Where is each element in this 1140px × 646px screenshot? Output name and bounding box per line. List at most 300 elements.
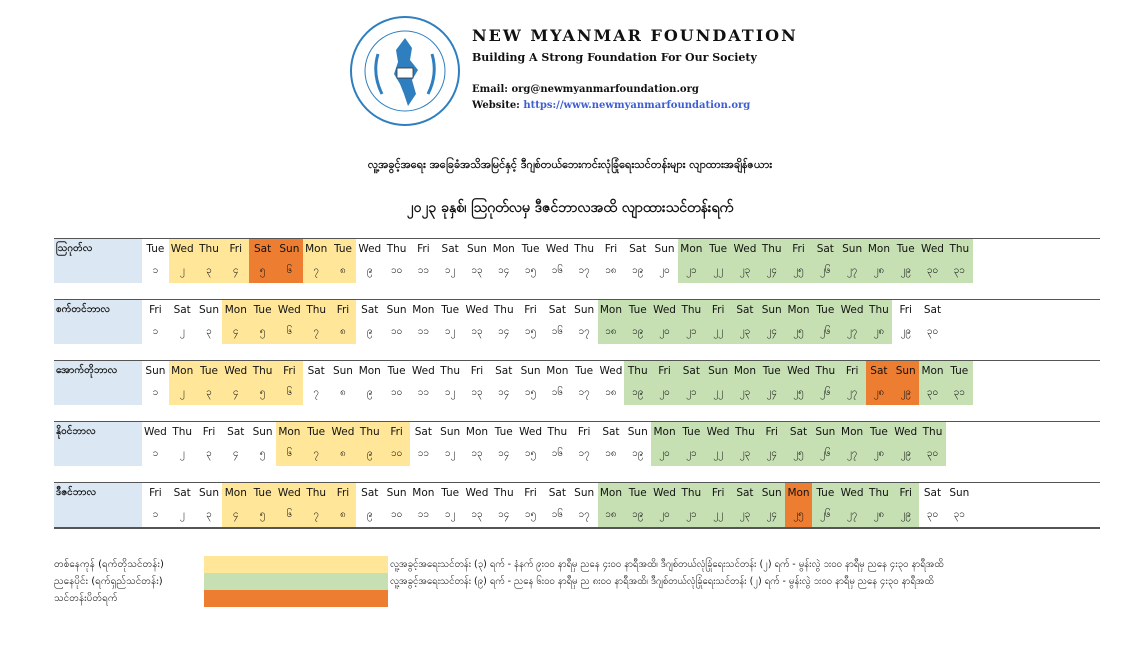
day-number: ၇ — [313, 326, 319, 337]
day-cell — [624, 361, 651, 405]
day-cell — [169, 422, 196, 466]
day-cell — [624, 483, 651, 527]
day-cell — [866, 483, 893, 527]
day-cell — [544, 361, 571, 405]
month-name: ဩဂုတ်လ — [54, 239, 142, 283]
day-number: ၁၈ — [605, 265, 617, 276]
day-cell — [919, 422, 946, 466]
day-number: ၈ — [340, 326, 346, 337]
schedule-title: လူ့အခွင့်အရေး အခြေခံအသိအမြင်နှင့် ဒီဂျစ်တယ်ဘေးကင်းလုံခြုံရေးသင်တန်းများ လျာထားအချိန်ဇယား — [367, 158, 773, 171]
weekday-label: Sun — [574, 487, 595, 499]
day-number: ၂၈ — [873, 326, 885, 337]
legend-label: သင်တန်းပိတ်ရက် — [54, 593, 118, 604]
day-cell — [383, 300, 410, 344]
day-number: ၂ — [179, 326, 185, 337]
day-cell — [892, 483, 919, 527]
day-cell — [276, 361, 303, 405]
day-number: ၇ — [313, 509, 319, 520]
weekday-label: Tue — [816, 487, 835, 499]
day-number: ၂၂ — [713, 265, 724, 276]
day-number: ၂၆ — [820, 509, 831, 520]
day-number: ၅ — [259, 326, 266, 337]
day-number: ၁၀ — [390, 387, 403, 398]
day-cell — [946, 239, 973, 283]
day-number: ၁၆ — [551, 509, 563, 520]
day-cell — [598, 483, 625, 527]
day-cell — [892, 422, 919, 466]
day-number: ၂၅ — [793, 326, 804, 337]
weekday-label: Fri — [336, 487, 350, 499]
day-cell — [330, 239, 357, 283]
day-cell — [624, 422, 651, 466]
day-cell — [464, 300, 491, 344]
day-number: ၁၅ — [524, 326, 537, 337]
day-number: ၂ — [179, 448, 185, 459]
day-number: ၈ — [340, 387, 346, 398]
day-number: ၇ — [313, 265, 319, 276]
month-name: စက်တင်ဘာလ — [54, 300, 142, 344]
weekday-label: Thu — [547, 426, 568, 438]
day-number: ၆ — [286, 265, 293, 276]
weekday-label: Tue — [628, 487, 647, 499]
day-cell — [732, 422, 759, 466]
day-cell — [866, 361, 893, 405]
header — [348, 14, 808, 132]
weekday-label: Mon — [224, 304, 247, 316]
day-number: ၄ — [232, 387, 239, 398]
day-cell — [705, 483, 732, 527]
weekday-label: Thu — [252, 365, 273, 377]
weekday-label: Tue — [387, 365, 406, 377]
day-cell — [758, 483, 785, 527]
day-number: ၁၁ — [417, 509, 429, 520]
weekday-label: Tue — [200, 365, 218, 377]
legend-swatch — [204, 573, 388, 590]
weekday-label: Sat — [548, 304, 566, 316]
day-cell — [222, 361, 249, 405]
day-cell — [785, 239, 812, 283]
day-cell — [946, 483, 973, 527]
day-number: ၂၆ — [820, 387, 831, 398]
day-number: ၂၅ — [793, 387, 804, 398]
day-number: ၂၈ — [873, 509, 885, 520]
website-link[interactable]: https://www.newmyanmarfoundation.org — [523, 100, 751, 111]
day-cell — [169, 300, 196, 344]
day-cell — [437, 422, 464, 466]
weekday-label: Tue — [762, 365, 781, 377]
weekday-label: Mon — [787, 487, 810, 499]
day-cell — [919, 300, 946, 344]
day-cell — [142, 300, 169, 344]
weekday-label: Wed — [599, 365, 623, 377]
org-website — [472, 98, 798, 114]
day-cell — [866, 239, 893, 283]
weekday-label: Sun — [386, 487, 407, 499]
day-number: ၁၆ — [551, 265, 563, 276]
weekday-label: Wed — [653, 304, 676, 316]
day-cell — [651, 422, 678, 466]
day-cell — [785, 483, 812, 527]
day-cell — [678, 239, 705, 283]
weekday-label: Wed — [465, 304, 489, 316]
day-cell — [839, 483, 866, 527]
day-number: ၂၄ — [766, 387, 777, 398]
day-number: ၁၁ — [417, 326, 429, 337]
weekday-label: Sun — [654, 243, 675, 255]
weekday-label: Fri — [417, 243, 430, 255]
day-number: ၁၂ — [444, 326, 456, 337]
day-cell — [839, 239, 866, 283]
month-days — [142, 361, 973, 405]
day-cell — [249, 483, 276, 527]
weekday-label: Fri — [149, 487, 162, 499]
weekday-label: Thu — [306, 304, 327, 316]
day-cell — [196, 300, 223, 344]
weekday-label: Mon — [599, 487, 623, 499]
weekday-label: Fri — [202, 426, 216, 438]
weekday-label: Mon — [224, 487, 247, 499]
day-cell — [785, 361, 812, 405]
day-number: ၂၂ — [713, 326, 724, 337]
day-cell — [812, 361, 839, 405]
day-number: ၂၆ — [820, 448, 831, 459]
day-cell — [222, 239, 249, 283]
day-number: ၇ — [313, 448, 319, 459]
weekday-label: Sat — [629, 243, 647, 255]
weekday-label: Sat — [361, 487, 379, 499]
day-number: ၂ — [179, 265, 185, 276]
day-number: ၂၁ — [686, 265, 697, 276]
day-number: ၂၄ — [766, 326, 777, 337]
day-number: ၁၉ — [632, 509, 644, 520]
month-days — [142, 483, 973, 527]
day-cell — [303, 239, 330, 283]
weekday-label: Mon — [412, 487, 435, 499]
day-number: ၂၂ — [713, 387, 724, 398]
day-cell — [678, 422, 705, 466]
weekday-label: Sun — [466, 243, 487, 255]
day-number: ၂၃ — [739, 387, 751, 398]
weekday-label: Sat — [173, 304, 191, 316]
month-days — [142, 239, 973, 283]
weekday-label: Fri — [899, 304, 912, 316]
month-name: ဒီဇင်ဘာလ — [54, 483, 142, 527]
weekday-label: Thu — [922, 426, 943, 438]
day-number: ၅ — [259, 387, 266, 398]
day-number: ၉ — [366, 265, 373, 276]
day-cell — [624, 300, 651, 344]
day-cell — [598, 239, 625, 283]
day-number: ၃၁ — [953, 265, 965, 276]
month-name: အောက်တိုဘာလ — [54, 361, 142, 405]
day-number: ၈ — [340, 509, 346, 520]
weekday-label: Mon — [841, 426, 864, 438]
weekday-label: Sat — [253, 243, 272, 255]
day-cell — [758, 422, 785, 466]
day-number: ၁၈ — [605, 509, 617, 520]
day-cell — [919, 483, 946, 527]
weekday-label: Sun — [708, 365, 729, 377]
day-number: ၅ — [259, 448, 266, 459]
day-cell — [651, 239, 678, 283]
day-number: ၉ — [366, 509, 373, 520]
weekday-label: Wed — [921, 243, 944, 255]
day-cell — [249, 239, 276, 283]
weekday-label: Mon — [599, 304, 623, 316]
day-cell — [383, 361, 410, 405]
weekday-label: Sat — [173, 487, 191, 499]
weekday-label: Tue — [709, 243, 728, 255]
day-cell — [142, 239, 169, 283]
month-days — [142, 422, 946, 466]
weekday-label: Mon — [358, 365, 381, 377]
day-number: ၉ — [366, 387, 373, 398]
weekday-label: Sun — [199, 304, 219, 316]
day-number: ၃၀ — [926, 326, 939, 337]
weekday-label: Sat — [736, 304, 754, 316]
weekday-label: Sat — [923, 304, 942, 316]
day-number: ၂၄ — [766, 265, 777, 276]
weekday-label: Mon — [653, 426, 676, 438]
day-cell — [196, 361, 223, 405]
day-number: ၁၈ — [605, 448, 617, 459]
org-tagline: Building A Strong Foundation For Our Society — [472, 51, 757, 64]
day-cell — [464, 483, 491, 527]
day-number: ၁၅ — [524, 265, 537, 276]
day-cell — [705, 361, 732, 405]
legend-swatch — [204, 590, 388, 607]
weekday-label: Sat — [414, 426, 432, 438]
day-number: ၁ — [152, 387, 159, 398]
day-cell — [705, 239, 732, 283]
day-number: ၁၁ — [417, 265, 429, 276]
day-cell — [571, 239, 598, 283]
weekday-label: Thu — [359, 426, 380, 438]
weekday-label: Sun — [332, 365, 353, 377]
weekday-label: Thu — [869, 304, 889, 316]
weekday-label: Sun — [520, 365, 541, 377]
day-cell — [169, 239, 196, 283]
day-number: ၁၈ — [605, 326, 617, 337]
day-number: ၂၉ — [900, 326, 911, 337]
weekday-label: Sun — [440, 426, 461, 438]
weekday-label: Sun — [815, 426, 836, 438]
weekday-label: Sat — [923, 487, 942, 499]
weekday-label: Sun — [252, 426, 273, 438]
day-cell — [276, 422, 303, 466]
weekday-label: Sat — [227, 426, 245, 438]
day-cell — [410, 483, 437, 527]
day-number: ၂၉ — [900, 387, 911, 398]
weekday-label: Fri — [229, 243, 243, 255]
weekday-label: Fri — [390, 426, 403, 438]
day-cell — [437, 483, 464, 527]
month-row — [54, 299, 1100, 344]
day-cell — [732, 300, 759, 344]
day-cell — [437, 361, 464, 405]
day-cell — [410, 422, 437, 466]
day-cell — [169, 361, 196, 405]
day-cell — [571, 361, 598, 405]
weekday-label: Mon — [733, 365, 756, 377]
weekday-label: Thu — [493, 304, 514, 316]
weekday-label: Tue — [521, 243, 540, 255]
day-number: ၃၀ — [926, 265, 939, 276]
weekday-label: Fri — [765, 426, 778, 438]
day-number: ၂၄ — [766, 448, 777, 459]
day-cell — [517, 300, 544, 344]
day-cell — [785, 300, 812, 344]
day-number: ၈ — [340, 448, 346, 459]
weekday-label: Thu — [386, 243, 407, 255]
day-cell — [544, 483, 571, 527]
day-number: ၂၈ — [873, 265, 885, 276]
day-cell — [732, 483, 759, 527]
month-row — [54, 482, 1100, 529]
day-number: ၃၀ — [926, 509, 939, 520]
weekday-label: Fri — [604, 243, 618, 255]
day-cell — [196, 239, 223, 283]
day-cell — [946, 361, 973, 405]
day-number: ၁၇ — [578, 326, 590, 337]
day-cell — [330, 483, 357, 527]
day-number: ၂၃ — [739, 509, 751, 520]
org-name: NEW MYANMAR FOUNDATION — [472, 26, 798, 45]
day-number: ၁၄ — [498, 326, 510, 337]
day-number: ၃၁ — [953, 387, 965, 398]
weekday-label: Fri — [470, 365, 484, 377]
day-number: ၂၇ — [846, 387, 858, 398]
day-cell — [437, 300, 464, 344]
day-number: ၂၀ — [659, 387, 670, 398]
day-number: ၅ — [259, 509, 266, 520]
day-cell — [758, 300, 785, 344]
day-cell — [544, 239, 571, 283]
day-number: ၁၉ — [632, 265, 644, 276]
day-number: ၂၈ — [873, 448, 885, 459]
month-row — [54, 238, 1100, 283]
day-number: ၂၂ — [713, 509, 724, 520]
day-cell — [196, 483, 223, 527]
day-number: ၂၃ — [739, 448, 751, 459]
weekday-label: Fri — [711, 487, 725, 499]
weekday-label: Thu — [440, 365, 461, 377]
day-number: ၂၇ — [846, 265, 858, 276]
weekday-label: Sat — [307, 365, 325, 377]
weekday-label: Wed — [465, 487, 489, 499]
org-contact — [472, 82, 798, 114]
weekday-label: Tue — [494, 426, 513, 438]
day-number: ၁၀ — [390, 326, 403, 337]
weekday-label: Fri — [899, 487, 912, 499]
weekday-label: Wed — [143, 426, 167, 438]
day-number: ၁၃ — [471, 387, 483, 398]
day-number: ၂၁ — [686, 509, 697, 520]
weekday-label: Sat — [736, 487, 754, 499]
day-number: ၄ — [232, 265, 239, 276]
weekday-label: Thu — [172, 426, 193, 438]
day-number: ၁၀ — [390, 265, 403, 276]
weekday-label: Sun — [199, 487, 219, 499]
weekday-label: Sat — [789, 426, 808, 438]
day-number: ၂၀ — [659, 448, 670, 459]
day-cell — [651, 361, 678, 405]
day-number: ၆ — [286, 509, 293, 520]
day-number: ၃ — [206, 265, 212, 276]
day-cell — [812, 483, 839, 527]
day-cell — [410, 239, 437, 283]
day-number: ၁၆ — [551, 326, 563, 337]
day-number: ၃ — [206, 387, 212, 398]
day-cell — [303, 300, 330, 344]
day-number: ၁၉ — [632, 326, 644, 337]
schedule-subtitle: ၂၀၂၃ ခုနှစ်၊ ဩဂုတ်လမှ ဒီဇင်ဘာလအထိ လျာထားသင်တန်းရက် — [406, 200, 734, 216]
day-cell — [410, 361, 437, 405]
day-cell — [785, 422, 812, 466]
weekday-label: Tue — [628, 304, 647, 316]
weekday-label: Tue — [253, 304, 272, 316]
weekday-label: Sun — [761, 304, 782, 316]
calendar-grid — [54, 238, 1100, 545]
day-number: ၁၄ — [498, 448, 510, 459]
day-number: ၂၃ — [739, 265, 751, 276]
day-cell — [866, 300, 893, 344]
day-cell — [812, 300, 839, 344]
day-cell — [651, 483, 678, 527]
day-number: ၂၀ — [659, 509, 670, 520]
day-number: ၄ — [232, 448, 239, 459]
weekday-label: Mon — [867, 243, 890, 255]
day-number: ၂၅ — [793, 448, 804, 459]
day-number: ၁၉ — [632, 387, 644, 398]
weekday-label: Mon — [171, 365, 194, 377]
day-number: ၃ — [206, 326, 212, 337]
day-number: ၂၉ — [900, 509, 911, 520]
weekday-label: Sun — [949, 487, 970, 499]
day-number: ၁၇ — [578, 509, 590, 520]
weekday-label: Mon — [680, 243, 703, 255]
legend-row — [54, 573, 1094, 590]
day-number: ၁ — [152, 265, 159, 276]
weekday-label: Fri — [577, 426, 591, 438]
day-number: ၂၆ — [820, 265, 831, 276]
day-number: ၂၁ — [686, 387, 697, 398]
weekday-label: Mon — [465, 426, 489, 438]
weekday-label: Sun — [761, 487, 782, 499]
day-number: ၂၂ — [713, 448, 724, 459]
day-number: ၁၂ — [444, 448, 456, 459]
weekday-label: Mon — [412, 304, 435, 316]
day-number: ၂၄ — [766, 509, 777, 520]
weekday-label: Sun — [574, 304, 595, 316]
day-number: ၁၆ — [551, 387, 563, 398]
weekday-label: Wed — [170, 243, 194, 255]
day-cell — [517, 483, 544, 527]
day-cell — [356, 361, 383, 405]
weekday-label: Wed — [733, 243, 757, 255]
foundation-logo — [348, 14, 462, 128]
day-cell — [464, 239, 491, 283]
legend-label: ညနေပိုင်း (ရက်ရှည်သင်တန်း) — [54, 576, 163, 587]
weekday-label: Tue — [950, 365, 969, 377]
day-cell — [678, 483, 705, 527]
weekday-label: Thu — [815, 365, 836, 377]
weekday-label: Fri — [658, 365, 671, 377]
day-number: ၁၉ — [632, 448, 644, 459]
weekday-label: Tue — [334, 243, 352, 255]
day-number: ၃ — [206, 448, 212, 459]
day-number: ၁၁ — [417, 448, 429, 459]
